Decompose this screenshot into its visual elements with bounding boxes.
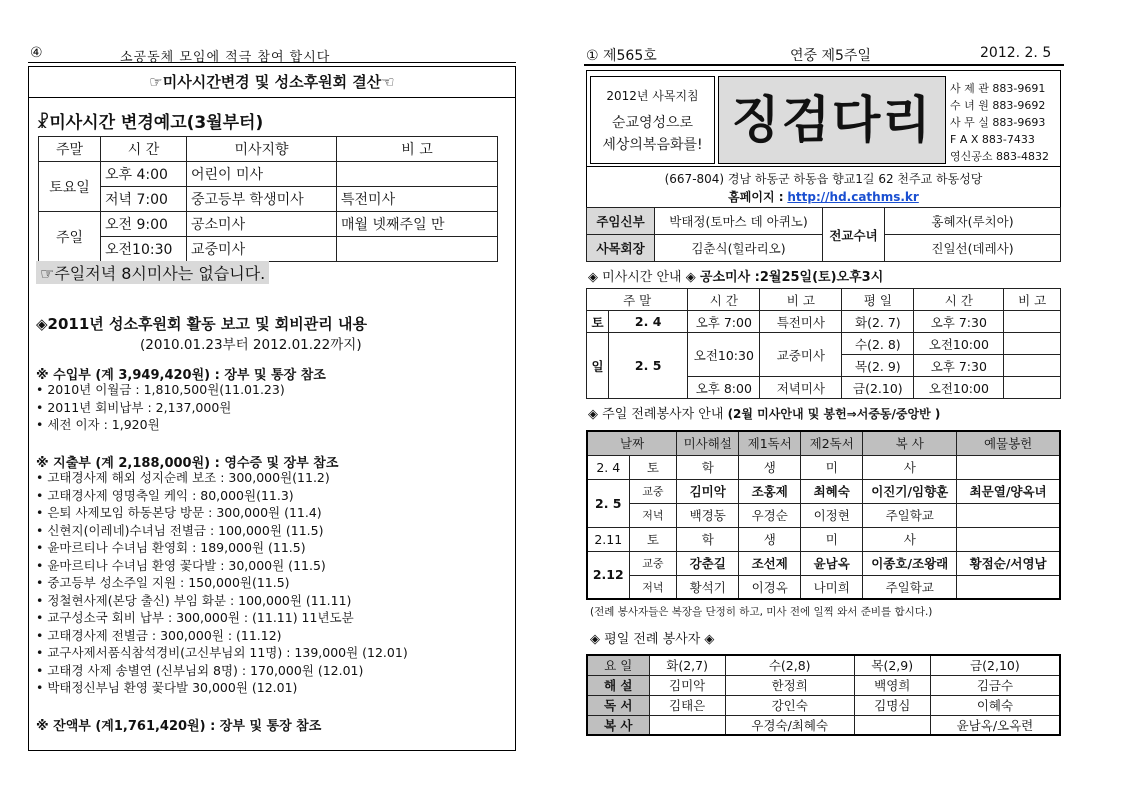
mass-info-heading <box>588 266 883 285</box>
left-page-number: ④ <box>30 45 43 61</box>
server-day: 토 <box>629 527 677 551</box>
homepage-label: 홈페이지 : <box>728 190 784 204</box>
servers-subtitle: (2월 미사안내 및 봉헌⇒서중동/중앙반 ) <box>727 407 941 421</box>
motto-box <box>590 76 715 164</box>
servers-header: 제1독서 <box>739 431 801 455</box>
expense-item: • 박태정신부님 환영 꽃다발 30,000원 (12.01) <box>36 680 298 695</box>
weekday-time: 오전10:00 <box>914 377 1004 399</box>
server-name: 윤남옥 <box>801 551 863 575</box>
server-date: 2.11 <box>587 527 629 551</box>
mass-header: 주 말 <box>587 289 688 311</box>
mass-time: 오전10:30 <box>688 333 760 377</box>
expense-item: • 정철현사제(본당 출신) 부임 화분 : 100,000원 (11.11) <box>36 592 352 608</box>
week-header: 화(2,7) <box>649 655 725 675</box>
mass-schedule-table <box>38 136 498 262</box>
expense-item: • 중고등부 성소주일 지원 : 150,000원(11.5) <box>36 575 290 590</box>
mass-header: 비 고 <box>1004 289 1061 311</box>
schedule-note <box>337 237 498 262</box>
servers-header: 예물봉헌 <box>957 431 1060 455</box>
server-date: 2.12 <box>587 551 629 599</box>
motto-title: 2012년 사목지침 <box>606 89 699 103</box>
server-name: 조선제 <box>739 551 801 575</box>
week-server: 김명심 <box>854 695 930 715</box>
weekday-time: 오후 7:30 <box>914 355 1004 377</box>
report-period: (2010.01.23부터 2012.01.22까지) <box>140 337 362 353</box>
week-role: 복 사 <box>587 715 649 735</box>
schedule-intent: 어린이 미사 <box>187 162 337 187</box>
mass-time: 오후 7:00 <box>688 311 760 333</box>
expense-list <box>36 469 408 697</box>
schedule-note <box>337 162 498 187</box>
server-name: 이종호/조왕래 <box>863 551 957 575</box>
sunday-servers-table <box>586 430 1061 600</box>
right-header-rule <box>584 64 1064 66</box>
schedule-intent: 중고등부 학생미사 <box>187 187 337 212</box>
week-server: 윤남옥/오옥련 <box>930 715 1060 735</box>
week-header: 요 일 <box>587 655 649 675</box>
expense-item: • 은퇴 사제모임 하동본당 방문 : 300,000원 (11.4) <box>36 505 322 520</box>
server-name: 김미악 <box>677 479 739 503</box>
server-name: 최문열/양옥녀 <box>957 479 1060 503</box>
server-name: 우경순 <box>739 503 801 527</box>
week-server: 김미악 <box>649 675 725 695</box>
staff-name: 김춘식(힐라리오) <box>655 235 823 262</box>
expense-item: • 윤마르티나 수녀님 환영회 : 189,000원 (11.5) <box>36 540 306 555</box>
schedule-intent: 공소미사 <box>187 212 337 237</box>
staff-name: 박태정(토마스 데 아퀴노) <box>655 208 823 235</box>
mass-day: 토 <box>587 311 609 333</box>
schedule-day-saturday: 토요일 <box>39 162 101 212</box>
contact-list <box>950 80 1049 165</box>
servers-note: (전례 봉사자들은 복장을 단정히 하고, 미사 전에 일찍 와서 준비를 합시다.) <box>590 606 933 618</box>
expense-item: • 윤마르티나 수녀님 환영 꽃다발 : 30,000원 (11.5) <box>36 557 326 573</box>
expense-item: • 고태경사제 전별금 : 300,000원 : (11.12) <box>36 627 282 643</box>
week-server <box>649 715 725 735</box>
mass-note: 교중미사 <box>760 333 842 377</box>
liturgical-week: 연중 제5주일 <box>790 48 871 64</box>
schedule-note: 특전미사 <box>337 187 498 212</box>
mass-header: 평 일 <box>842 289 914 311</box>
week-server: 한정희 <box>725 675 854 695</box>
bulletin-logo <box>718 76 946 164</box>
server-name: 이경옥 <box>739 575 801 599</box>
servers-title: ◈ 주일 전례봉사자 안내 <box>588 407 724 422</box>
server-mass-type: 교중 <box>629 479 677 503</box>
server-mass-type: 저녁 <box>629 575 677 599</box>
server-mass-type: 교중 <box>629 551 677 575</box>
left-header-rule <box>28 62 516 63</box>
weekday-time: 오전10:00 <box>914 333 1004 355</box>
mass-header: 비 고 <box>760 289 842 311</box>
schedule-header: 시 간 <box>101 137 187 162</box>
no-evening-mass-notice: ☞주일저녁 8시미사는 없습니다. <box>36 261 269 284</box>
schedule-day-sunday: 주일 <box>39 212 101 262</box>
servers-header: 미사해설 <box>677 431 739 455</box>
income-item: • 세전 이자 : 1,920원 <box>36 417 160 432</box>
left-banner: ☞미사시간변경 및 성소후원회 결산☜ <box>28 66 516 98</box>
staff-name: 진일선(데레사) <box>885 235 1061 262</box>
servers-header: 날짜 <box>587 431 677 455</box>
contact-line: 사 제 관 883-9691 <box>950 82 1046 95</box>
motto-line: 순교영성으로 <box>611 115 694 131</box>
week-server: 백영희 <box>854 675 930 695</box>
schedule-time: 오후 4:00 <box>101 162 187 187</box>
server-name: 강춘길 <box>677 551 739 575</box>
weekday-servers-title: ◈ 평일 전례 봉사자 ◈ <box>590 632 715 647</box>
mass-header: 시 간 <box>688 289 760 311</box>
server-name: 황점순/서영남 <box>957 551 1060 575</box>
server-date: 2. 5 <box>587 479 629 527</box>
mass-info-title: ◈ 미사시간 안내 ◈ <box>588 270 696 285</box>
server-name: 이진기/임향훈 <box>863 479 957 503</box>
staff-label: 사목회장 <box>587 235 655 262</box>
income-list <box>36 381 285 434</box>
contact-line: 수 녀 원 883-9692 <box>950 99 1046 112</box>
weekday: 금(2.10) <box>842 377 914 399</box>
contact-line: 사 무 실 883-9693 <box>950 116 1046 129</box>
student-mass: 생 <box>739 455 801 479</box>
weekday: 화(2. 7) <box>842 311 914 333</box>
server-name: 최혜숙 <box>801 479 863 503</box>
schedule-time: 오전 9:00 <box>101 212 187 237</box>
expense-item: • 교구성소국 회비 납부 : 300,000원 : (11.11) 11년도분 <box>36 610 354 625</box>
mass-note: 특전미사 <box>760 311 842 333</box>
schedule-header: 미사지향 <box>187 137 337 162</box>
parish-address: (667-804) 경남 하동군 하동읍 향교1길 62 천주교 하동성당 <box>664 172 983 186</box>
week-header: 수(2,8) <box>725 655 854 675</box>
weekday: 목(2. 9) <box>842 355 914 377</box>
week-role: 독 서 <box>587 695 649 715</box>
mass-time-table <box>586 288 1061 399</box>
expense-item: • 교구사제서품식참석경비(고신부님외 11명) : 139,000원 (12.01) <box>36 645 408 660</box>
servers-header: 제2독서 <box>801 431 863 455</box>
week-server: 이혜숙 <box>930 695 1060 715</box>
balance-title: ※ 잔액부 (계1,761,420원) : 장부 및 통장 참조 <box>36 719 322 734</box>
staff-table <box>586 207 1061 262</box>
student-mass: 학 <box>677 455 739 479</box>
server-name: 나미희 <box>801 575 863 599</box>
servers-header: 복 사 <box>863 431 957 455</box>
weekday-servers-table <box>586 654 1061 736</box>
staff-label: 전교수녀 <box>823 208 885 262</box>
motto-line: 세상의복음화를! <box>602 137 703 153</box>
expense-item: • 신현지(이레네)수녀님 전별금 : 100,000원 (11.5) <box>36 522 324 538</box>
week-header: 목(2,9) <box>854 655 930 675</box>
schedule-title: ☧미사시간 변경예고(3월부터) <box>36 113 264 133</box>
income-item: • 2011년 회비납부 : 2,137,000원 <box>36 399 232 415</box>
server-name: 조홍제 <box>739 479 801 503</box>
schedule-note: 매월 넷째주일 만 <box>337 212 498 237</box>
logo-text: 징검다리 <box>731 90 933 149</box>
contact-line: F A X 883-7433 <box>950 133 1035 146</box>
week-server: 우경숙/최혜숙 <box>725 715 854 735</box>
report-title: ◈2011년 성소후원회 활동 보고 및 회비관리 내용 <box>36 315 367 333</box>
mass-date: 2. 5 <box>609 333 688 399</box>
week-role: 해 설 <box>587 675 649 695</box>
server-day: 토 <box>629 455 677 479</box>
expense-title: ※ 지출부 (계 2,188,000원) : 영수증 및 장부 참조 <box>36 456 339 471</box>
student-mass: 미 <box>801 527 863 551</box>
student-mass: 사 <box>863 527 957 551</box>
server-date: 2. 4 <box>587 455 629 479</box>
server-name: 백경동 <box>677 503 739 527</box>
issue-number: ① 제565호 <box>586 48 657 64</box>
schedule-time: 오전10:30 <box>101 237 187 262</box>
server-name: 주일학교 <box>863 503 957 527</box>
masthead-divider <box>586 166 1061 167</box>
student-mass: 미 <box>801 455 863 479</box>
student-mass: 학 <box>677 527 739 551</box>
homepage <box>586 188 1061 205</box>
schedule-time: 저녁 7:00 <box>101 187 187 212</box>
staff-name: 홍혜자(루치아) <box>885 208 1061 235</box>
schedule-header: 주말 <box>39 137 101 162</box>
left-slogan: 소공동체 모임에 적극 참여 합시다 <box>120 50 331 65</box>
mass-date: 2. 4 <box>609 311 688 333</box>
servers-heading <box>588 403 940 422</box>
weekday: 수(2. 8) <box>842 333 914 355</box>
weekday-time: 오후 7:30 <box>914 311 1004 333</box>
contact-line: 영신공소 883-4832 <box>950 150 1049 163</box>
mass-day: 일 <box>587 333 609 399</box>
income-item: • 2010년 이월금 : 1,810,500원(11.01.23) <box>36 382 285 397</box>
week-server: 김금수 <box>930 675 1060 695</box>
mass-header: 시 간 <box>914 289 1004 311</box>
homepage-link[interactable]: http://hd.cathms.kr <box>787 190 919 204</box>
income-title: ※ 수입부 (계 3,949,420원) : 장부 및 통장 참조 <box>36 368 326 383</box>
week-server <box>854 715 930 735</box>
week-server: 김태은 <box>649 695 725 715</box>
mass-time: 오후 8:00 <box>688 377 760 399</box>
week-header: 금(2,10) <box>930 655 1060 675</box>
schedule-intent: 교중미사 <box>187 237 337 262</box>
mission-mass-note: 공소미사 :2월25일(토)오후3시 <box>699 270 884 285</box>
staff-label: 주임신부 <box>587 208 655 235</box>
student-mass: 사 <box>863 455 957 479</box>
schedule-header: 비 고 <box>337 137 498 162</box>
week-server: 강인숙 <box>725 695 854 715</box>
server-name: 황석기 <box>677 575 739 599</box>
expense-item: • 고태경 사제 송별연 (신부님외 8명) : 170,000원 (12.01) <box>36 662 364 678</box>
server-name: 이정현 <box>801 503 863 527</box>
issue-date: 2012. 2. 5 <box>980 45 1052 61</box>
mass-note: 저녁미사 <box>760 377 842 399</box>
expense-item: • 고태경사제 해외 성지순례 보조 : 300,000원(11.2) <box>36 470 330 485</box>
expense-item: • 고태경사제 영명축일 케익 : 80,000원(11.3) <box>36 487 294 503</box>
server-name: 주일학교 <box>863 575 957 599</box>
student-mass: 생 <box>739 527 801 551</box>
server-mass-type: 저녁 <box>629 503 677 527</box>
